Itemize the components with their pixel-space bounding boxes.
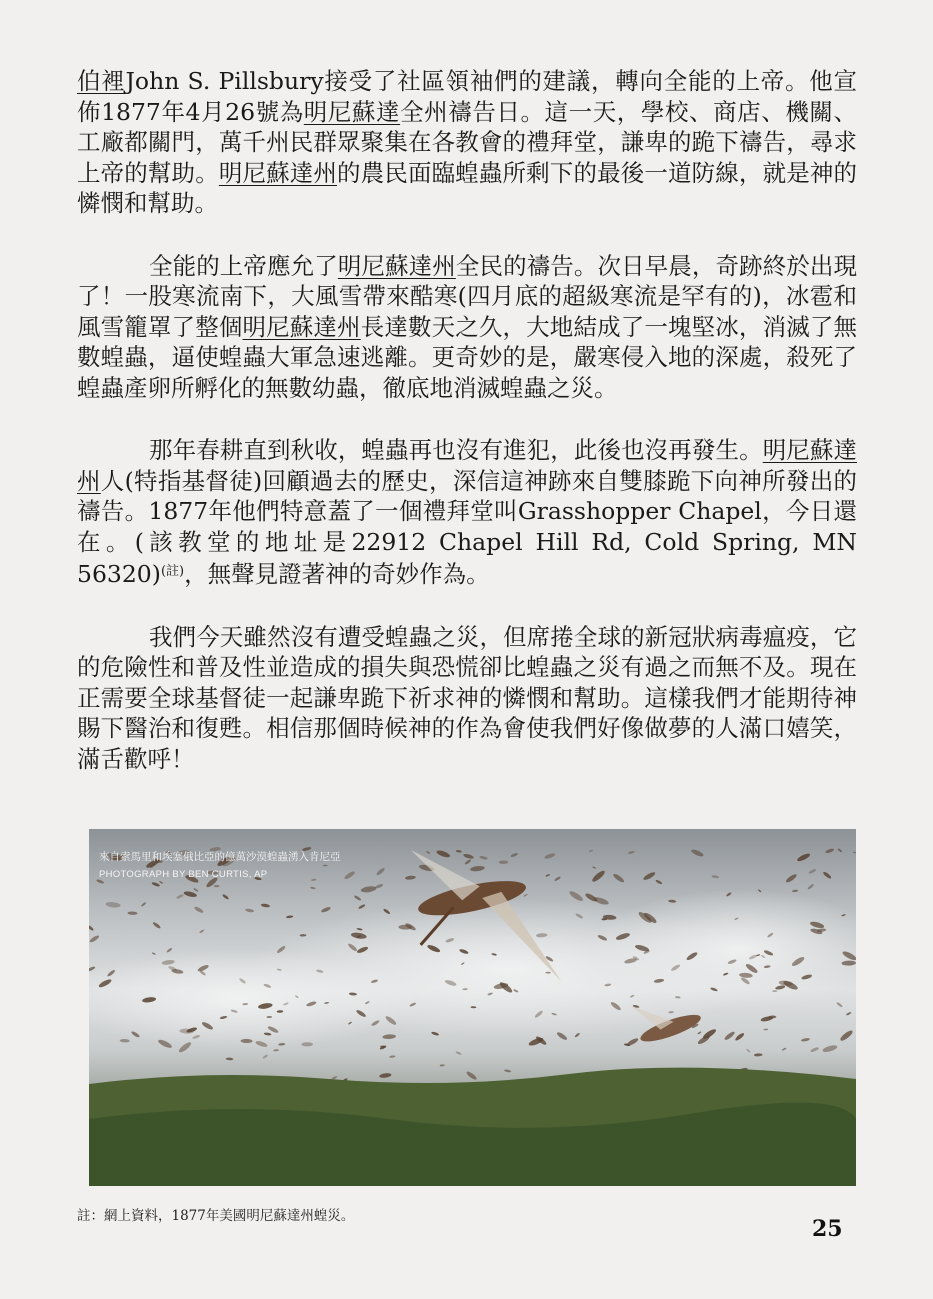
photo-credit: PHOTOGRAPH BY BEN CURTIS, AP — [99, 869, 268, 880]
locust-swarm-photo — [89, 829, 856, 1186]
text-run: 人(特指基督徒)回顧過去的歷史，深信這神跡來自雙膝跪下向神所發出的禱告。1877年他們特意蓋了一個禮拜堂叫Grasshopper Chapel，今日還在。(該教堂的地址是22912 Chapel Hill Rd, Cold Spring, MN 56320) — [77, 466, 857, 588]
text-run: 我們今天雖然沒有遭受蝗蟲之災，但席捲全球的新冠狀病毒瘟疫，它的危險性和普及性並造成的損失與恐慌卻比蝗蟲之災有過之而無不及。現在正需要全球基督徒一起謙卑跪下祈求神的憐憫和幫助。這樣我們才能期待神賜下醫治和復甦。相信那個時候神的作為會使我們好像做夢的人滿口嬉笑，滿舌歡呼！ — [77, 622, 857, 773]
text-run: ，無聲見證著神的奇妙作為。 — [184, 560, 490, 588]
paragraph-2 — [77, 251, 857, 404]
paragraph-1 — [77, 66, 857, 219]
paragraph-3 — [77, 435, 857, 590]
place-name: 明尼蘇達州 — [218, 158, 338, 187]
place-name: 明尼蘇達州 — [77, 436, 858, 495]
page-number: 25 — [812, 1216, 843, 1242]
text-run: 長達數天之久，大地結成了一塊堅冰，消滅了無數蝗蟲，逼使蝗蟲大軍急速逃離。更奇妙的是，嚴寒侵入地的深處，殺死了蝗蟲產卵所孵化的無數幼蟲，徹底地消滅蝗蟲之災。 — [77, 312, 857, 402]
locust-swarm-image — [89, 829, 856, 1186]
text-run: 的農民面臨蝗蟲所剩下的最後一道防線，就是神的憐憫和幫助。 — [77, 158, 857, 217]
article-body — [77, 66, 857, 806]
place-name: 明尼蘇達州 — [337, 251, 456, 280]
text-run: 全能的上帝應允了 — [149, 251, 338, 280]
place-name: 明尼蘇達 — [303, 97, 401, 126]
photo-caption: 來自索馬里和埃塞俄比亞的億萬沙漠蝗蟲湧入肯尼亞 — [99, 851, 341, 863]
place-name: 明尼蘇達州 — [242, 312, 361, 341]
text-run: 那年春耕直到秋收，蝗蟲再也沒有進犯，此後也沒再發生。 — [149, 436, 763, 464]
paragraph-4 — [77, 622, 857, 775]
text-run: 全州禱告日。這一天，學校、商店、機關、工廠都關門，萬千州民群眾聚集在各教會的禮拜堂，謙卑的跪下禱告，尋求上帝的幫助。 — [77, 97, 857, 187]
footnote-marker: (註) — [160, 564, 185, 579]
footnote: 註：網上資料，1877年美國明尼蘇達州蝗災。 — [77, 1208, 355, 1224]
text-run: John S. Pillsbury接受了社區領袖們的建議，轉向全能的上帝。他宣佈1877年4月26號為 — [77, 67, 858, 126]
place-name: 伯裡 — [77, 67, 126, 95]
text-run: 全民的禱告。次日早晨，奇跡終於出現了！一股寒流南下，大風雪帶來酷寒(四月底的超級寒流是罕有的)，冰雹和風雪籠罩了整個 — [77, 251, 858, 341]
